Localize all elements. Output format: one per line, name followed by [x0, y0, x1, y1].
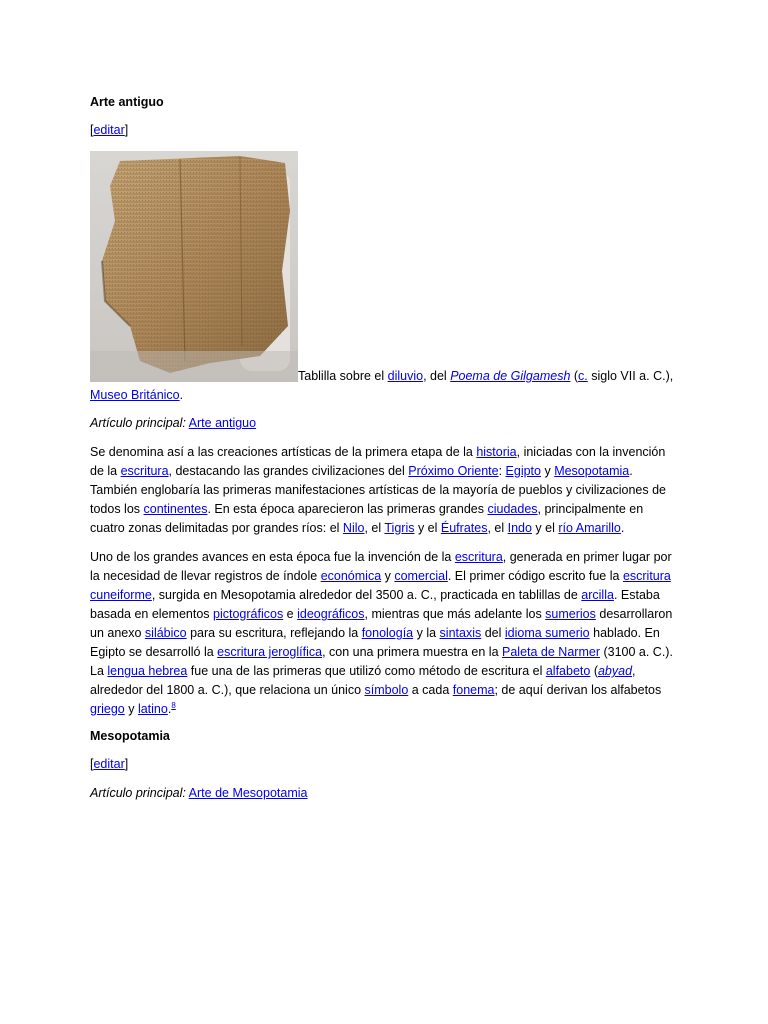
text: fue una de las primeras que utilizó como método de escritura el	[187, 664, 546, 678]
edit-bracket-open: [	[90, 757, 94, 771]
link-pictograficos[interactable]: pictográficos	[213, 607, 284, 621]
text: , surgida en Mesopotamia alrededor del 3500 a. C., practicada en tablillas de	[151, 588, 582, 602]
link-economica[interactable]: económica	[320, 569, 382, 583]
text: para su escritura, reflejando la	[186, 626, 362, 640]
link-museo-britanico[interactable]: Museo Británico	[90, 388, 180, 402]
text: . También englobaría las primeras manifestaciones artísticas de la mayoría de pueblos y civilizaciones de todos los	[90, 464, 666, 516]
text: y la	[413, 626, 440, 640]
section-heading-mesopotamia: Mesopotamia	[90, 729, 170, 743]
link-idioma-sumerio[interactable]: idioma sumerio	[504, 626, 590, 640]
paragraph-2	[90, 548, 680, 719]
link-eufrates[interactable]: Éufrates	[440, 521, 488, 535]
main-article-prefix: Artículo principal:	[90, 416, 186, 430]
caption-text: .	[179, 388, 184, 402]
text: . El primer código escrito fue la	[447, 569, 623, 583]
text: y el	[531, 521, 559, 535]
reference-link[interactable]: 8	[171, 700, 176, 710]
link-escritura-jeroglifica[interactable]: escritura jeroglífica	[217, 645, 323, 659]
link-continentes[interactable]: continentes	[143, 502, 208, 516]
link-escritura[interactable]: escritura	[120, 464, 169, 478]
link-rio-amarillo[interactable]: río Amarillo	[558, 521, 621, 535]
paragraph-1	[90, 443, 680, 538]
link-escritura[interactable]: escritura	[454, 550, 503, 564]
text: Se denomina así a las creaciones artísticas de la primera etapa de la	[90, 445, 477, 459]
link-egipto[interactable]: Egipto	[505, 464, 541, 478]
edit-link[interactable]: editar	[93, 757, 125, 771]
gilgamesh-tablet-image[interactable]	[90, 151, 298, 382]
link-fonologia[interactable]: fonología	[361, 626, 414, 640]
link-nilo[interactable]: Nilo	[342, 521, 365, 535]
main-article-note-1	[90, 414, 680, 433]
link-proximo-oriente[interactable]: Próximo Oriente	[408, 464, 499, 478]
link-diluvio[interactable]: diluvio	[387, 369, 424, 383]
link-lengua-hebrea[interactable]: lengua hebrea	[107, 664, 188, 678]
text: , con una primera muestra en la	[322, 645, 503, 659]
text: , iniciadas con la invención de la	[90, 445, 666, 478]
edit-section-2	[90, 755, 680, 774]
link-griego[interactable]: griego	[90, 702, 125, 716]
text: .	[620, 521, 625, 535]
link-arte-antiguo[interactable]: Arte antiguo	[188, 416, 257, 430]
text: hablado. En Egipto se desarrolló la	[90, 626, 660, 659]
caption-text: siglo VII a. C.),	[587, 369, 674, 383]
edit-section-1	[90, 121, 680, 140]
link-ideograficos[interactable]: ideográficos	[297, 607, 365, 621]
link-sintaxis[interactable]: sintaxis	[439, 626, 482, 640]
link-sumerios[interactable]: sumerios	[545, 607, 596, 621]
text: ; de aquí derivan los alfabetos	[494, 683, 662, 697]
caption-text: Tablilla sobre el	[298, 369, 388, 383]
link-circa[interactable]: c.	[578, 369, 588, 383]
text: .	[167, 702, 172, 716]
edit-link[interactable]: editar	[93, 123, 125, 137]
link-tigris[interactable]: Tigris	[384, 521, 415, 535]
text: Uno de los grandes avances en esta época fue la invención de la	[90, 550, 455, 564]
link-paleta-de-narmer[interactable]: Paleta de Narmer	[502, 645, 600, 659]
section-heading-arte-antiguo: Arte antiguo	[90, 95, 164, 109]
text: , el	[487, 521, 508, 535]
text: (	[590, 664, 598, 678]
text: , generada en primer lugar por la necesidad de llevar registros de índole	[90, 550, 672, 583]
text: desarrollaron un anexo	[90, 607, 673, 640]
link-escritura-cuneiforme[interactable]: escritura cuneiforme	[90, 569, 671, 602]
text: a cada	[408, 683, 453, 697]
edit-bracket-open: [	[90, 123, 94, 137]
link-fonema[interactable]: fonema	[452, 683, 495, 697]
main-article-note-2	[90, 784, 680, 803]
link-comercial[interactable]: comercial	[394, 569, 448, 583]
edit-bracket-close: ]	[124, 757, 129, 771]
text: , alrededor del 1800 a. C.), que relaciona un único	[90, 664, 636, 697]
text: , mientras que más adelante los	[364, 607, 546, 621]
text: , destacando las grandes civilizaciones del	[168, 464, 409, 478]
link-indo[interactable]: Indo	[507, 521, 532, 535]
link-silabico[interactable]: silábico	[144, 626, 187, 640]
text: . Estaba basada en elementos	[90, 588, 660, 621]
text: y	[381, 569, 395, 583]
link-historia[interactable]: historia	[476, 445, 517, 459]
text: , principalmente en cuatro zonas delimitadas por grandes ríos: el	[90, 502, 644, 535]
link-poema-gilgamesh[interactable]: Poema de Gilgamesh	[450, 369, 571, 383]
text: del	[481, 626, 505, 640]
edit-bracket-close: ]	[124, 123, 129, 137]
text: y el	[414, 521, 441, 535]
text: y	[124, 702, 138, 716]
link-ciudades[interactable]: ciudades	[487, 502, 538, 516]
text: . En esta época aparecieron las primeras grandes	[207, 502, 488, 516]
link-arte-de-mesopotamia[interactable]: Arte de Mesopotamia	[188, 786, 308, 800]
link-abyad[interactable]: abyad	[597, 664, 633, 678]
text: e	[283, 607, 298, 621]
text: (3100 a. C.). La	[90, 645, 673, 678]
link-mesopotamia[interactable]: Mesopotamia	[554, 464, 630, 478]
link-alfabeto[interactable]: alfabeto	[545, 664, 591, 678]
text: , el	[364, 521, 385, 535]
caption-text: (	[570, 369, 579, 383]
link-simbolo[interactable]: símbolo	[364, 683, 409, 697]
caption-text: , del	[423, 369, 451, 383]
text: y	[540, 464, 555, 478]
link-arcilla[interactable]: arcilla	[581, 588, 614, 602]
text: :	[498, 464, 506, 478]
link-latino[interactable]: latino	[137, 702, 168, 716]
figure-caption	[90, 367, 680, 405]
main-article-prefix: Artículo principal:	[90, 786, 186, 800]
